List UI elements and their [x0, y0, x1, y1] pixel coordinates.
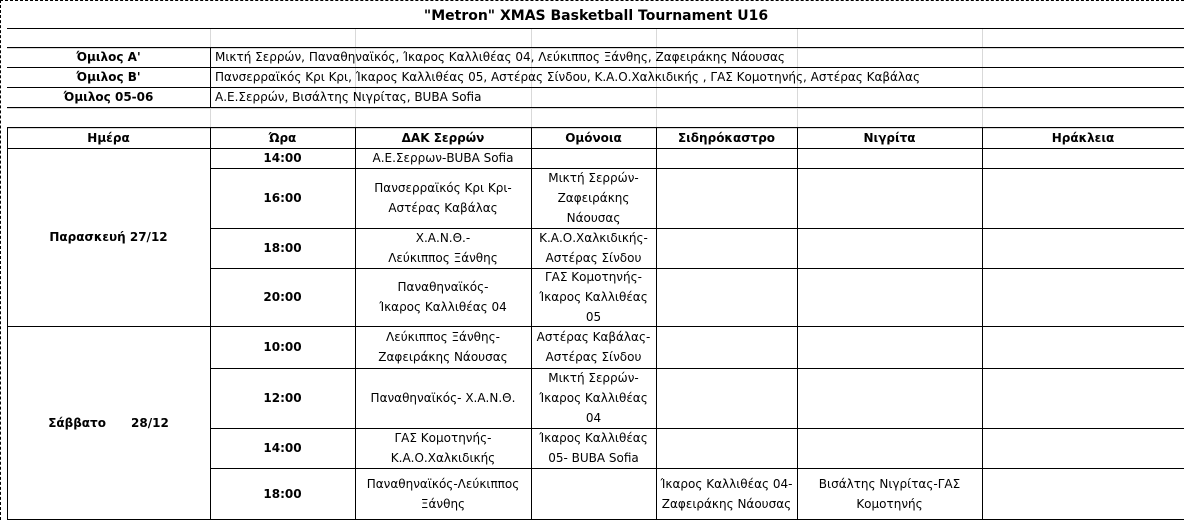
group-teams: Μικτή Σερρών, Παναθηναϊκός, Ίκαρος Καλλιθέας 04, Λεύκιππος Ξάνθης, Ζαφειράκης Νάουσας	[215, 50, 785, 64]
match-cell-dak	[355, 148, 531, 168]
group-teams: Α.Ε.Σερρών, Βισάλτης Νιγρίτας, BUBA Sofia	[215, 90, 482, 104]
match-cell-sidirokastro	[656, 326, 797, 368]
slot-time: 20:00	[263, 290, 302, 304]
cell-line: Κ.Α.Ο.Χαλκιδικής	[390, 451, 496, 465]
cell-line: Λεύκιππος Ξάνθης	[388, 251, 498, 265]
match-cell-omonoia	[531, 228, 656, 268]
cell-line: Κομοτηνής	[856, 497, 923, 511]
match-cell-irakleia	[982, 468, 1184, 520]
cell-line: Παναθηναϊκός-	[397, 280, 489, 294]
match-cell-nigrita	[797, 468, 982, 520]
cell-line: Αστέρας Καβάλας-	[536, 330, 651, 344]
cell-line: Χ.Α.Ν.Θ.-	[415, 231, 471, 245]
slot-time: 14:00	[263, 441, 302, 455]
match-cell-nigrita	[797, 368, 982, 428]
match-cell-sidirokastro	[656, 468, 797, 520]
cell-line: ΓΑΣ Κομοτηνής-	[394, 431, 492, 445]
match-cell-sidirokastro	[656, 268, 797, 326]
match-cell-sidirokastro	[656, 148, 797, 168]
match-cell-sidirokastro	[656, 228, 797, 268]
header-time: Ώρα	[268, 130, 297, 145]
cell-line: Αστέρας Καβάλας	[388, 201, 498, 215]
cell-line: Αστέρας Σίνδου	[545, 251, 642, 265]
match-cell-irakleia	[982, 228, 1184, 268]
cell-line: Λεύκιππος Ξάνθης-	[386, 330, 500, 344]
match-cell-dak	[355, 326, 531, 368]
group-label: Όμιλος Α'	[76, 50, 141, 64]
day-label: Παρασκευή 27/12	[49, 230, 168, 244]
slot-time: 14:00	[263, 151, 302, 165]
match-cell-irakleia	[982, 268, 1184, 326]
group-label: Όμιλος Β'	[76, 70, 141, 84]
match-cell-irakleia	[982, 428, 1184, 468]
day-label: Σάββατο 28/12	[48, 416, 169, 430]
header-day: Ημέρα	[87, 130, 130, 145]
cell-line: Αστέρας Σίνδου	[545, 350, 642, 364]
cell-line: 04	[585, 411, 602, 425]
match-cell-dak	[355, 428, 531, 468]
cell-line: Ίκαρος Καλλιθέας 04-	[660, 477, 793, 491]
slot-time: 18:00	[263, 241, 302, 255]
match-cell-nigrita	[797, 428, 982, 468]
match-cell-omonoia	[531, 148, 656, 168]
cell-line: Πανσερραϊκός Κρι Κρι-	[374, 181, 512, 195]
cell-line: Ίκαρος Καλλιθέας 04	[379, 300, 507, 314]
header-venue-nigrita: Νιγρίτα	[863, 130, 916, 145]
cell-line: Ζαφειράκης Νάουσας	[378, 350, 508, 364]
match-cell-irakleia	[982, 148, 1184, 168]
slot-time: 16:00	[263, 191, 302, 205]
match-cell-dak	[355, 228, 531, 268]
cell-line: Ζαφειράκης	[557, 191, 630, 205]
cell-line: 05- BUBA Sofia	[548, 451, 639, 465]
group-label: Όμιλος 05-06	[63, 90, 154, 104]
match-cell-sidirokastro	[656, 168, 797, 228]
match-cell-omonoia	[531, 168, 656, 228]
match-cell-nigrita	[797, 326, 982, 368]
match-cell-dak	[355, 168, 531, 228]
cell-line: Παναθηναϊκός-Λεύκιππος	[366, 477, 520, 491]
slot-time: 18:00	[263, 487, 302, 501]
match-cell-dak	[355, 268, 531, 326]
slot-time: 10:00	[263, 340, 302, 354]
cell-line: Ξάνθης	[420, 497, 466, 511]
cell-line: Μικτή Σερρών-	[548, 371, 639, 385]
cell-line: ΓΑΣ Κομοτηνής-	[545, 270, 642, 284]
match-cell-omonoia	[531, 368, 656, 428]
header-venue-irakleia: Ηράκλεια	[1051, 130, 1115, 145]
match-cell-omonoia	[531, 268, 656, 326]
match-cell-irakleia	[982, 168, 1184, 228]
cell-line: 05	[585, 310, 602, 324]
header-venue-omonoia: Ομόνοια	[565, 130, 622, 145]
cell-line: Ίκαρος Καλλιθέας	[539, 391, 648, 405]
slot-time: 12:00	[263, 391, 302, 405]
match-cell-sidirokastro	[656, 428, 797, 468]
cell-line: Νάουσας	[566, 211, 621, 225]
cell-line: Ίκαρος Καλλιθέας	[539, 431, 648, 445]
match-cell-omonoia	[531, 326, 656, 368]
cell-line: Ίκαρος Καλλιθέας	[539, 290, 648, 304]
cell-line: Ζαφειράκης Νάουσας	[661, 497, 792, 511]
cell-line: Παναθηναϊκός- Χ.Α.Ν.Θ.	[370, 391, 516, 405]
group-teams: Πανσερραϊκός Κρι Κρι, Ίκαρος Καλλιθέας 05, Αστέρας Σίνδου, Κ.Α.Ο.Χαλκιδικής , ΓΑΣ Κομοτηνής, Αστέρας Καβάλας	[215, 70, 920, 84]
match-cell-dak	[355, 368, 531, 428]
cell-line: Βισάλτης Νιγρίτας-ΓΑΣ	[818, 477, 961, 491]
match-cell-nigrita	[797, 148, 982, 168]
match-cell-sidirokastro	[656, 368, 797, 428]
cell-line: Μικτή Σερρών-	[548, 171, 639, 185]
match-cell-nigrita	[797, 228, 982, 268]
header-venue-sidirokastro: Σιδηρόκαστρο	[677, 130, 776, 145]
match-cell-omonoia	[531, 428, 656, 468]
match-cell-omonoia	[531, 468, 656, 520]
header-venue-dak: ΔΑΚ Σερρών	[401, 130, 485, 145]
cell-line: Κ.Α.Ο.Χαλκιδικής-	[539, 231, 648, 245]
match-cell-dak	[355, 468, 531, 520]
match-cell-irakleia	[982, 326, 1184, 368]
match-cell-irakleia	[982, 368, 1184, 428]
sheet-title: "Metron" XMAS Basketball Tournament U16	[423, 8, 769, 24]
match-cell-nigrita	[797, 168, 982, 228]
cell-line: Α.Ε.Σερρων-BUBA Sofia	[372, 151, 514, 165]
match-cell-nigrita	[797, 268, 982, 326]
